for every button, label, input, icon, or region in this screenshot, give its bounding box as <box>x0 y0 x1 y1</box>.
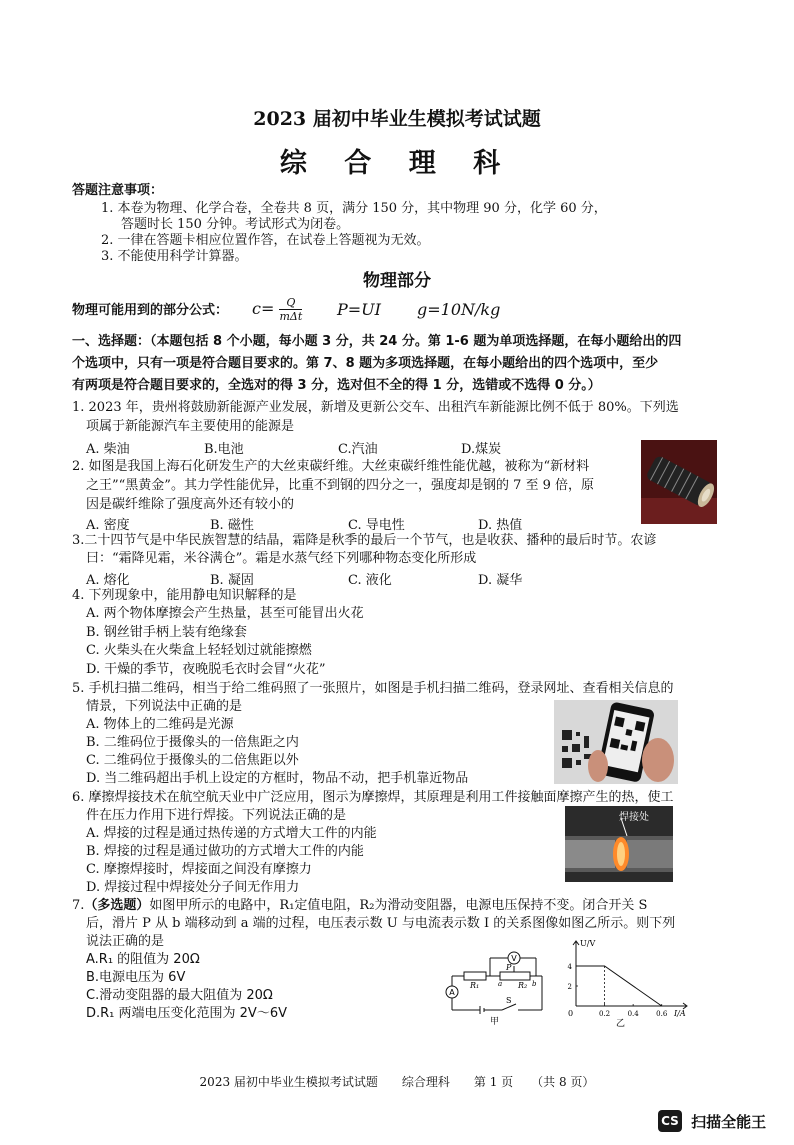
option-d[interactable]: D. 热值 <box>478 518 523 533</box>
x-tick-label: 0.6 <box>656 1010 668 1018</box>
question-6-option[interactable]: A. 焊接的过程是通过热传递的方式增大工件的内能 <box>86 826 377 841</box>
question-7-option[interactable]: C.滑动变阻器的最大阻值为 20Ω <box>86 988 273 1003</box>
circuit-caption: 甲 <box>490 1017 500 1026</box>
x-axis-label: I/A <box>674 1009 686 1018</box>
end-a-label: a <box>498 980 503 988</box>
qr-scan-drawing <box>554 700 678 784</box>
question-6-option[interactable]: D. 焊接过程中焊接处分子间无作用力 <box>86 880 300 895</box>
question-4-option[interactable]: C. 火柴头在火柴盒上轻轻划过就能擦燃 <box>86 643 312 658</box>
notice-item: 3. 不能使用科学计算器。 <box>101 249 248 264</box>
r2-label: R₂ <box>518 981 528 990</box>
question-6-text: 件在压力作用下进行焊接。下列说法正确的是 <box>86 808 347 823</box>
question-4-option[interactable]: B. 钢丝钳手柄上装有绝缘套 <box>86 625 247 640</box>
section-instruction: 个选项中，只有一项是符合题目要求的。第 7、8 题为多项选择题，在每小题给出的四个选项中，至少 <box>72 356 659 371</box>
question-5-text: 5. 手机扫描二维码，相当于给二维码照了一张照片，如图是手机扫描二维码，登录网址、查看相关信息的 <box>72 681 674 696</box>
question-7-text: 后，滑片 P 从 b 端移动到 a 端的过程，电压表示数 U 与电流表示数 I 的关系图像如图乙所示。则下列 <box>86 916 676 931</box>
section-instruction: 有两项是符合题目要求的，全选对的得 3 分，选对但不全的得 1 分，选错或不选得 0 分。） <box>72 378 601 393</box>
question-7-option[interactable]: A.R₁ 的阻值为 20Ω <box>86 952 200 967</box>
formula-numerator: Q <box>279 296 302 310</box>
question-1-text: 项属于新能源汽车主要使用的能源是 <box>86 419 295 434</box>
option-b[interactable]: B. 磁性 <box>210 518 254 533</box>
page-footer: 2023 届初中毕业生模拟考试试题 综合理科 第 1 页 （共 8 页） <box>199 1075 595 1089</box>
u-i-series-line <box>576 966 662 1006</box>
question-2-text: 之王”“黑黄金”。其力学性能优异，比重不到钢的四分之一，强度却是钢的 7 至 9 倍，原 <box>86 478 595 493</box>
question-6-option[interactable]: B. 焊接的过程是通过做功的方式增大工件的内能 <box>86 844 364 859</box>
section-instruction: 一、选择题：（本题包括 8 个小题，每小题 3 分，共 24 分。第 1-6 题为单项选择题，在每小题给出的四 <box>72 334 682 349</box>
option-c[interactable]: C. 液化 <box>348 573 392 588</box>
question-7-option[interactable]: B.电源电压为 6V <box>86 970 186 985</box>
option-a[interactable]: A. 熔化 <box>86 573 130 588</box>
y-tick-label: 2 <box>567 983 572 991</box>
notice-heading: 答题注意事项： <box>72 183 164 198</box>
x-tick-label: 0.2 <box>599 1010 611 1018</box>
physics-section-title: 物理部分 <box>363 271 431 291</box>
slider-p-label: P <box>506 963 512 972</box>
x-tick-label: 0.4 <box>627 1010 639 1018</box>
r1-label: R₁ <box>470 981 480 990</box>
subject-title: 综 合 理 科 <box>279 148 515 179</box>
question-7-option[interactable]: D.R₁ 两端电压变化范围为 2V～6V <box>86 1006 287 1021</box>
notice-item: 答题时长 150 分钟。考试形式为闭卷。 <box>121 217 350 232</box>
qr-scan-photo <box>554 700 678 784</box>
multiple-choice-tag: （多选题） <box>84 898 150 913</box>
notice-item: 2. 一律在答题卡相应位置作答，在试卷上答题视为无效。 <box>101 233 430 248</box>
question-5-option[interactable]: C. 二维码位于摄像头的二倍焦距以外 <box>86 753 299 768</box>
question-4-text: 4. 下列现象中，能用静电知识解释的是 <box>72 588 297 603</box>
carbon-fiber-photo <box>641 440 717 524</box>
question-4-option[interactable]: D. 干燥的季节，夜晚脱毛衣时会冒“火花” <box>86 662 326 677</box>
switch-label: S <box>506 996 512 1005</box>
option-b[interactable]: B.电池 <box>204 442 244 457</box>
y-tick-label: 4 <box>567 963 572 971</box>
question-3-text: 3.二十四节气是中华民族智慧的结晶，霜降是秋季的最后一个节气，也是收获、播种的最后时节。农谚 <box>72 533 657 548</box>
option-c[interactable]: C. 导电性 <box>348 518 405 533</box>
voltmeter-label: V <box>511 954 517 963</box>
question-5-option[interactable]: D. 当二维码超出手机上设定的方框时，物品不动，把手机靠近物品 <box>86 771 469 786</box>
friction-welding-photo <box>565 806 673 882</box>
formula-denominator: mΔt <box>279 310 303 323</box>
question-7-number: 7. <box>72 898 85 913</box>
end-b-label: b <box>532 980 537 988</box>
formula-gravity: g=10N/kg <box>417 300 501 319</box>
option-d[interactable]: D. 凝华 <box>478 573 523 588</box>
question-4-option[interactable]: A. 两个物体摩擦会产生热量，甚至可能冒出火花 <box>86 606 364 621</box>
question-1-text: 1. 2023 年，贵州将鼓励新能源产业发展，新增及更新公交车、出租汽车新能源比例不低于 80%。下列选 <box>72 400 679 415</box>
formula-power: P=UI <box>337 300 381 319</box>
notice-item: 1. 本卷为物理、化学合卷，全卷共 8 页，满分 150 分，其中物理 90 分，化学 60 分， <box>101 201 607 216</box>
formula-fraction <box>279 296 302 323</box>
formula-c-lhs: c= <box>252 299 275 318</box>
question-7-text: 说法正确的是 <box>86 934 165 949</box>
option-c[interactable]: C.汽油 <box>338 442 378 457</box>
y-axis-label: U/V <box>580 939 596 948</box>
option-a[interactable]: A. 密度 <box>86 518 130 533</box>
circuit-diagram <box>440 946 550 1026</box>
graph-caption: 乙 <box>616 1019 626 1028</box>
question-2-text: 2. 如图是我国上海石化研发生产的大丝束碳纤维。大丝束碳纤维性能优越，被称为“新材料 <box>72 459 590 474</box>
option-a[interactable]: A. 柴油 <box>86 442 130 457</box>
weld-point-label: 焊接处 <box>619 812 649 823</box>
question-7-text <box>72 897 647 914</box>
carbon-fiber-drawing <box>641 440 717 524</box>
exam-title: 2023 届初中毕业生模拟考试试题 <box>253 108 541 130</box>
scanner-watermark <box>658 1110 783 1136</box>
camscanner-badge-icon: CS <box>658 1110 682 1132</box>
question-5-option[interactable]: B. 二维码位于摄像头的一倍焦距之内 <box>86 735 299 750</box>
u-i-graph <box>556 936 696 1028</box>
question-6-option[interactable]: C. 摩擦焊接时，焊接面之间没有摩擦力 <box>86 862 312 877</box>
origin-label: 0 <box>568 1009 574 1018</box>
option-b[interactable]: B. 凝固 <box>210 573 254 588</box>
question-2-text: 因是碳纤维除了强度高外还有较小的 <box>86 497 295 512</box>
formula-label: 物理可能用到的部分公式： <box>72 303 229 318</box>
question-6-text: 6. 摩擦焊接技术在航空航天业中广泛应用，图示为摩擦焊，其原理是利用工件接触面摩擦产生的热，使工 <box>72 790 674 805</box>
watermark-text: 扫描全能王 <box>691 1112 767 1131</box>
question-3-text: 曰：“霜降见霜，米谷满仓”。霜是水蒸气经下列哪种物态变化所形成 <box>86 551 477 566</box>
question-5-text: 情景，下列说法中正确的是 <box>86 699 243 714</box>
question-5-option[interactable]: A. 物体上的二维码是光源 <box>86 717 234 732</box>
ammeter-label: A <box>449 988 455 997</box>
formula-specific-heat <box>252 296 302 323</box>
option-d[interactable]: D.煤炭 <box>461 442 502 457</box>
question-7-first-line: 如图甲所示的电路中，R₁定值电阻，R₂为滑动变阻器，电源电压保持不变。闭合开关 S <box>149 898 648 913</box>
